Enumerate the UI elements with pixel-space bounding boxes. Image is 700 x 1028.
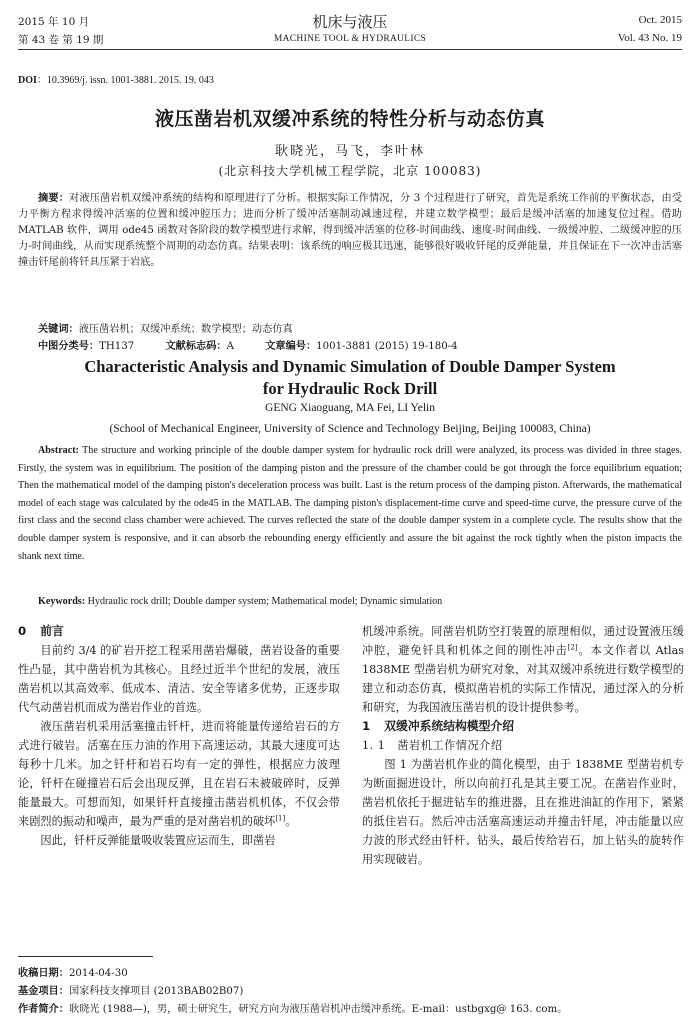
doc-code-label: 文献标志码：	[165, 340, 227, 352]
abstract-en-text: The structure and working principle of the double damper system for hydraulic rock drill were analyzed, its process was divided in three stages. Firstly, the system was in equilibrium. The position of the damping piston and the pressure of the chamber could be got through the force equilibrium equation; Then the mathematical model of the damping piston's deceleration process was built. Last is the return process of the damping piston. Afterwards, the mathematical model of each stage was calculated by the ode45 in the MATLAB. The damping piston's displacement-time curve and speed-time curve, the pressure curve of the first class and the second class chamber were achieved. The curves reflected the state of the double damper system in a complete cycle. The results show that the double damper system is responsive, and it can absorb the rebounding energy efficiently and assure the bit against the rock tightly when the piston impacts the shank next time.	[18, 445, 682, 562]
keywords-cn-label: 关键词：	[38, 323, 79, 335]
section-heading-0	[18, 622, 340, 641]
keywords-cn-text: 液压凿岩机；双缓冲系统；数学模型；动态仿真	[78, 324, 293, 335]
header-volume-en: Vol. 43 No. 19	[617, 32, 682, 44]
doi	[18, 71, 214, 86]
title-cn: 液压凿岩机双缓冲系统的特性分析与动态仿真	[154, 108, 545, 130]
body-paragraph: 目前约 3/4 的矿岩开挖工程采用凿岩爆破，凿岩设备的重要性凸显，其中凿岩机为其核心。且经过近半个世纪的发展，液压凿岩机以其高效率、低成本、清洁、安全等诸多优势，正逐步取代气动凿岩机而成为凿岩作业的首选。	[18, 644, 340, 714]
body-paragraph: 图 1 为凿岩机作业的简化模型，由于 1838ME 型凿岩机专为断面掘进设计，所以向前打孔是其主要工况。在凿岩作业时，凿岩机依托于掘进钻车的推进器，且在推进油缸的作用下，紧紧的抵住岩石。然后冲击活塞高速运动并撞击钎尾，冲击能量以应力波的形式经由钎杆、钻头，最后传给岩石，加上钻头的旋转作用实现破岩。	[362, 758, 684, 866]
title-en	[0, 356, 700, 400]
doc-code-value: A	[226, 341, 234, 352]
running-header	[18, 10, 682, 48]
classification-cn	[38, 337, 486, 352]
journal-name-en: MACHINE TOOL & HYDRAULICS	[273, 34, 427, 44]
title-en-line1: Characteristic Analysis and Dynamic Simulation of Double Damper System	[84, 357, 616, 376]
section-heading-1	[362, 717, 684, 736]
citation-ref[interactable]: [2]	[567, 643, 578, 652]
clc-value: TH137	[99, 341, 135, 352]
subsection-title: 凿岩机工作情况介绍	[397, 739, 503, 752]
body-column-right	[362, 622, 684, 869]
body-paragraph	[362, 622, 684, 717]
journal-name-cn: 机床与液压	[312, 13, 388, 31]
article-no-label: 文章编号：	[265, 340, 317, 352]
keywords-en-text: Hydraulic rock drill; Double damper system; Mathematical model; Dynamic simulation	[85, 596, 443, 607]
doi-value: ：10.3969/j. issn. 1001-3881. 2015. 19. 043	[36, 75, 214, 86]
footnote-received	[18, 964, 682, 979]
abstract-en-label: Abstract:	[38, 445, 79, 456]
keywords-en-label: Keywords:	[38, 596, 86, 607]
section-title: 前言	[40, 624, 64, 638]
header-date-en: Oct. 2015	[638, 14, 682, 26]
footnote-fund	[18, 982, 682, 997]
fund-label: 基金项目：	[18, 985, 69, 997]
citation-ref[interactable]: [1]	[275, 814, 286, 823]
paragraph-text: 。	[285, 815, 297, 828]
fund-value: 国家科技支撑项目 (2013BAB02B07)	[68, 986, 244, 997]
section-number: 0	[18, 624, 27, 638]
paragraph-text: 机缓冲系统。同凿岩机防空打装置的原理相似，通过设置液压缓冲腔，避免钎具和机体之间的刚性冲击	[362, 625, 684, 657]
keywords-cn	[38, 320, 293, 335]
body-paragraph: 因此，钎杆反弹能量吸收装置应运而生，即凿岩	[40, 834, 276, 847]
doi-label: DOI	[18, 75, 37, 86]
title-en-line2: for Hydraulic Rock Drill	[262, 379, 438, 398]
author-bio-label: 作者简介：	[18, 1003, 69, 1015]
paragraph-text: 液压凿岩机采用活塞撞击钎杆，进而将能量传递给岩石的方式进行破岩。活塞在压力油的作用下高速运动，其最大速度可达每秒十几米。加之钎杆和岩石均有一定的弹性，根据应力波理论，钎杆在碰撞岩石后会出现反弹，且在岩石未被破碎时，反弹能量最大。可想而知，如果钎杆直接撞击凿岩机机体，不仅会带来剧烈的振动和噪声，最为严重的是对凿岩机的破坏	[18, 720, 340, 828]
paragraph-text: 。本文作者以 Atlas 1838ME 型凿岩机为研究对象，对其双缓冲系统进行数学模型的建立和动态仿真，模拟凿岩机的实际工作情况，通过深入的分析和研究，为我国液压凿岩机的设计提供参考。	[362, 644, 684, 714]
header-date-cn: 2015 年 10 月	[18, 16, 90, 28]
footnote-author	[18, 1000, 682, 1015]
subsection-number: 1. 1	[362, 739, 386, 752]
footnote-rule	[18, 956, 153, 957]
body-column-left	[18, 622, 340, 850]
section-number: 1	[362, 719, 371, 733]
authors-en: GENG Xiaoguang, MA Fei, LI Yelin	[265, 402, 435, 414]
affiliation-cn: (北京科技大学机械工程学院，北京 100083)	[218, 164, 482, 178]
received-value: 2014-04-30	[68, 968, 128, 979]
abstract-en	[18, 442, 682, 565]
received-label: 收稿日期：	[18, 967, 69, 979]
abstract-cn	[18, 190, 682, 271]
article-no-value: 1001-3881 (2015) 19-180-4	[316, 341, 458, 352]
affiliation-en: (School of Mechanical Engineer, University of Science and Technology Beijing, Beijing 100083, China)	[109, 423, 591, 435]
subsection-heading-1-1	[362, 736, 684, 755]
author-bio-value: 耿晓光 (1988—)，男，硕士研究生，研究方向为液压凿岩机冲击缓冲系统。E-mail：ustbgxg@ 163. com。	[68, 1004, 568, 1015]
abstract-cn-text: 对液压凿岩机双缓冲系统的结构和原理进行了分析。根据实际工作情况，分 3 个过程进行了研究，首先是系统工作前的平衡状态，由受力平衡方程求得缓冲活塞的位置和缓冲腔压力；进而分析了缓冲活塞制动减速过程，并建立数学模型；最后是缓冲活塞的加速复位过程。借助 MATLAB 软件，调用 ode45 函数对各阶段的数学模型进行求解，得到缓冲活塞的位移-时间曲线、速度-时间曲线、一级缓冲腔、二级缓冲腔的压力-时间曲线，从而实现系统整个周期的动态仿真。结果表明：该系统的响应极其迅速，能够很好吸收钎尾的反弹能量，并且保证在下一次冲击活塞撞击钎尾前将钎具压紧于岩底。	[18, 193, 683, 268]
clc-label: 中图分类号：	[38, 340, 100, 352]
header-volume-cn: 第 43 卷 第 19 期	[18, 34, 104, 46]
keywords-en	[38, 596, 442, 607]
section-title: 双缓冲系统结构模型介绍	[384, 719, 514, 733]
authors-cn: 耿晓光，马飞，李叶林	[274, 144, 425, 159]
abstract-cn-label: 摘要：	[38, 192, 70, 204]
header-rule	[18, 49, 682, 50]
body-paragraph	[18, 717, 340, 831]
